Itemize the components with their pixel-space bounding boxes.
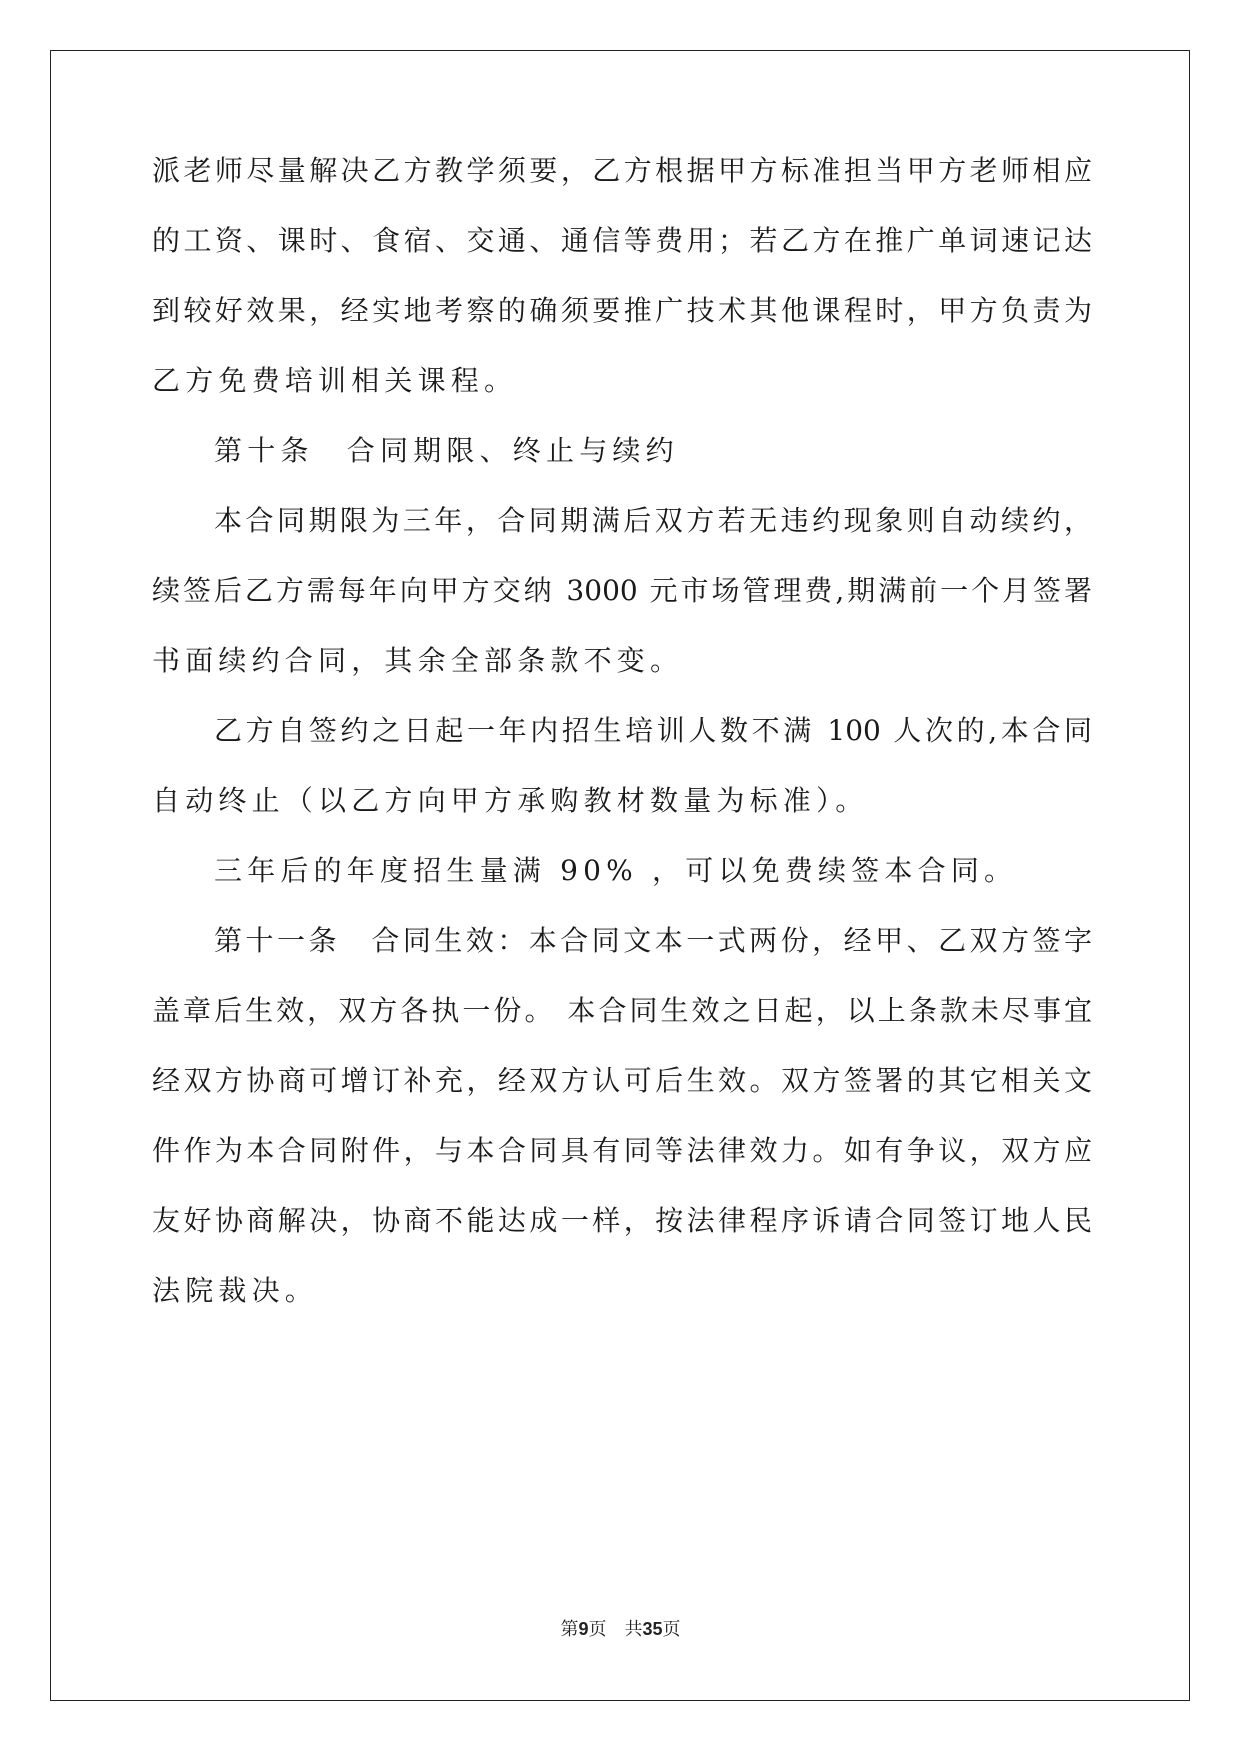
paragraph-line: 友好协商解决，协商不能达成一样，按法律程序诉请合同签订地人民 (152, 1204, 1092, 1237)
paragraph-line: 盖章后生效，双方各执一份。 本合同生效之日起，以上条款未尽事宜 (152, 994, 1092, 1027)
page-footer (0, 1617, 1241, 1642)
paragraph-line: 书面续约合同，其余全部条款不变。 (152, 644, 684, 677)
paragraph-line: 续签后乙方需每年向甲方交纳 3000 元市场管理费,期满前一个月签署 (152, 574, 1092, 607)
footer-page-prefix: 第 (560, 1619, 579, 1640)
paragraph-line: 到较好效果，经实地考察的确须要推广技术其他课程时，甲方负责为 (152, 294, 1092, 327)
footer-total-pages: 35 (642, 1619, 663, 1639)
paragraph-line: 三年后的年度招生量满 90% ，可以免费续签本合同。 (214, 854, 1018, 887)
paragraph-line: 乙方免费培训相关课程。 (152, 364, 518, 397)
footer-page-number: 9 (578, 1619, 589, 1639)
paragraph-line: 的工资、课时、食宿、交通、通信等费用；若乙方在推广单词速记达 (152, 224, 1092, 257)
paragraph-line: 自动终止（以乙方向甲方承购教材数量为标准）。 (152, 784, 869, 817)
paragraph-line: 本合同期限为三年，合同期满后双方若无违约现象则自动续约， (214, 504, 1092, 537)
paragraph-line: 派老师尽量解决乙方教学须要，乙方根据甲方标准担当甲方老师相应 (152, 154, 1092, 187)
footer-page-suffix: 页 (662, 1619, 681, 1640)
section-heading-article-10: 第十条 合同期限、终止与续约 (214, 434, 679, 467)
paragraph-line: 经双方协商可增订补充，经双方认可后生效。双方签署的其它相关文 (152, 1064, 1092, 1097)
section-heading-article-11: 第十一条 合同生效：本合同文本一式两份，经甲、乙双方签字 (214, 924, 1092, 957)
paragraph-line: 乙方自签约之日起一年内招生培训人数不满 100 人次的,本合同 (214, 714, 1092, 747)
paragraph-line: 件作为本合同附件，与本合同具有同等法律效力。如有争议，双方应 (152, 1134, 1092, 1167)
paragraph-line: 法院裁决。 (152, 1274, 319, 1307)
footer-page-mid: 页 共 (588, 1619, 643, 1640)
